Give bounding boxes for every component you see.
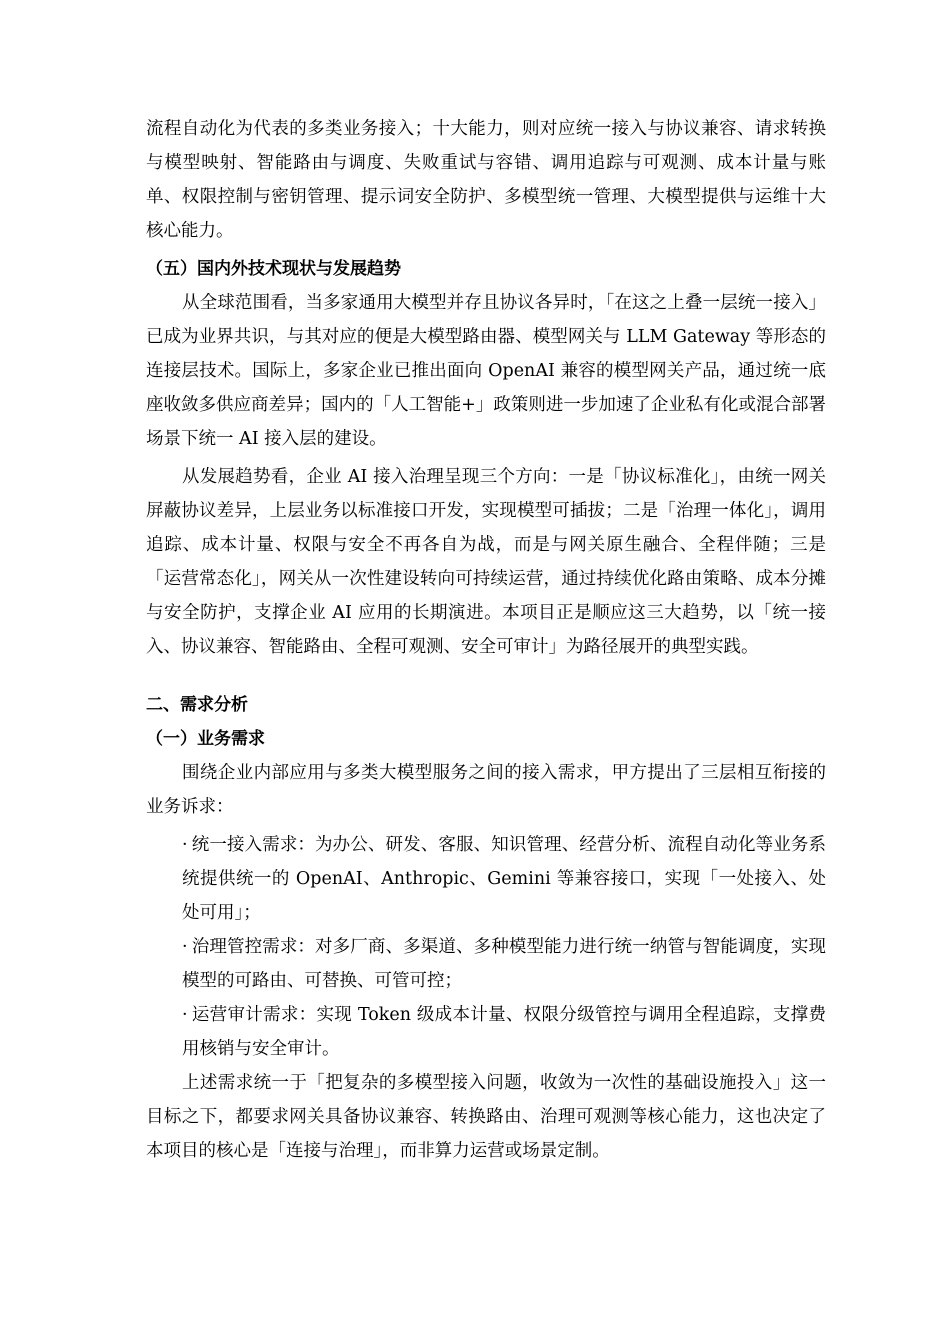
intro-paragraph: 流程自动化为代表的多类业务接入；十大能力，则对应统一接入与协议兼容、请求转换与模型映射、智能路由与调度、失败重试与容错、调用追踪与可观测、成本计量与账单、权限控制与密钥管理、提示词安全防护、多模型统一管理、大模型提供与运维十大核心能力。 <box>146 119 826 241</box>
body-paragraph: 围绕企业内部应用与多类大模型服务之间的接入需求，甲方提出了三层相互衔接的业务诉求： <box>146 763 826 817</box>
section-heading-2: 二、需求分析 <box>146 695 248 715</box>
list-item <box>182 930 826 998</box>
document-page <box>146 112 826 1168</box>
list-item <box>182 998 826 1066</box>
body-paragraph: 上述需求统一于「把复杂的多模型接入问题，收敛为一次性的基础设施投入」这一目标之下，都要求网关具备协议兼容、转换路由、治理可观测等核心能力，这也决定了本项目的核心是「连接与治理」，而非算力运营或场景定制。 <box>146 1073 826 1161</box>
list-item-text: 治理管控需求：对多厂商、多渠道、多种模型能力进行统一纳管与智能调度，实现模型的可路由、可替换、可管可控； <box>182 937 826 991</box>
subsection-heading-5: （五）国内外技术现状与发展趋势 <box>146 259 401 279</box>
body-paragraph: 从全球范围看，当多家通用大模型并存且协议各异时，「在这之上叠一层统一接入」已成为业界共识，与其对应的便是大模型路由器、模型网关与 LLM Gateway 等形态的连接层技术。国际上，多家企业已推出面向 OpenAI 兼容的模型网关产品，通过统一底座收敛多供应商差异；国内的「人工智能+」政策则进一步加速了企业私有化或混合部署场景下统一 AI 接入层的建设。 <box>146 293 826 449</box>
bullet-dot: · <box>182 1005 188 1025</box>
body-paragraph: 从发展趋势看，企业 AI 接入治理呈现三个方向：一是「协议标准化」，由统一网关屏蔽协议差异，上层业务以标准接口开发，实现模型可插拔；二是「治理一体化」，调用追踪、成本计量、权限与安全不再各自为战，而是与网关原生融合、全程伴随；三是「运营常态化」，网关从一次性建设转向可持续运营，通过持续优化路由策略、成本分摊与安全防护，支撑企业 AI 应用的长期演进。本项目正是顺应这三大趋势，以「统一接入、协议兼容、智能路由、全程可观测、安全可审计」为路径展开的典型实践。 <box>146 467 826 657</box>
list-item-text: 统一接入需求：为办公、研发、客服、知识管理、经营分析、流程自动化等业务系统提供统一的 OpenAI、Anthropic、Gemini 等兼容接口，实现「一处接入、处处可用」； <box>182 835 826 923</box>
list-item-text: 运营审计需求：实现 Token 级成本计量、权限分级管控与调用全程追踪，支撑费用核销与安全审计。 <box>182 1005 826 1059</box>
bullet-dot: · <box>182 937 188 957</box>
requirements-list <box>146 828 826 1066</box>
bullet-dot: · <box>182 835 188 855</box>
subsection-heading-1: （一）业务需求 <box>146 729 265 749</box>
list-item <box>182 828 826 930</box>
